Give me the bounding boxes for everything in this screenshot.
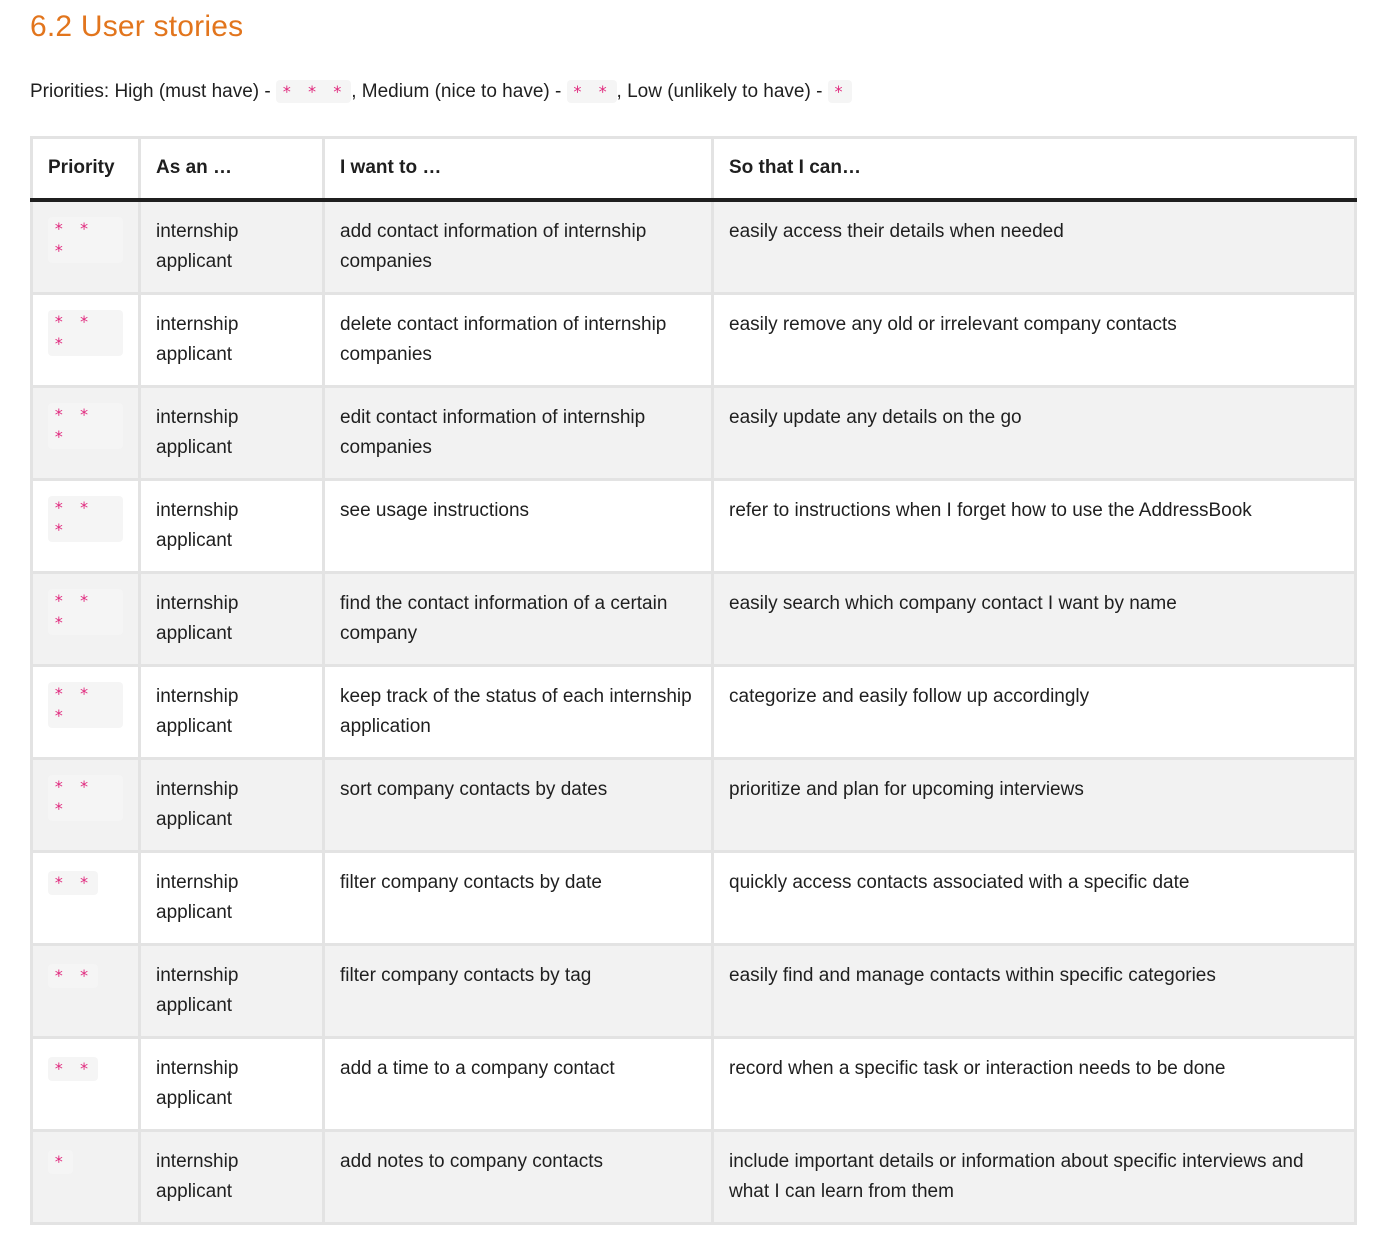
- priority-cell: [32, 386, 140, 479]
- benefit-cell: easily access their details when needed: [713, 200, 1356, 294]
- priority-cell: [32, 293, 140, 386]
- benefit-cell: easily remove any old or irrelevant company contacts: [713, 293, 1356, 386]
- table-row: [32, 572, 1356, 665]
- role-cell: internship applicant: [140, 665, 324, 758]
- want-cell: add a time to a company contact: [324, 1037, 713, 1130]
- want-cell: sort company contacts by dates: [324, 758, 713, 851]
- benefit-cell: easily update any details on the go: [713, 386, 1356, 479]
- table-row: [32, 386, 1356, 479]
- table-row: [32, 758, 1356, 851]
- role-cell: internship applicant: [140, 200, 324, 294]
- role-cell: internship applicant: [140, 1037, 324, 1130]
- priority-cell: [32, 572, 140, 665]
- priority-stars: * *: [48, 1057, 98, 1081]
- table-row: [32, 1130, 1356, 1223]
- want-cell: find the contact information of a certain company: [324, 572, 713, 665]
- priorities-prefix: Priorities: High (must have) -: [30, 81, 277, 102]
- high-priority-stars: * * *: [276, 80, 351, 103]
- priority-cell: [32, 1130, 140, 1223]
- priorities-medium-text: , Medium (nice to have) -: [351, 81, 567, 102]
- table-row: [32, 665, 1356, 758]
- role-cell: internship applicant: [140, 944, 324, 1037]
- benefit-cell: quickly access contacts associated with a specific date: [713, 851, 1356, 944]
- role-cell: internship applicant: [140, 572, 324, 665]
- benefit-cell: easily search which company contact I want by name: [713, 572, 1356, 665]
- want-cell: edit contact information of internship companies: [324, 386, 713, 479]
- table-row: [32, 293, 1356, 386]
- priority-stars: * * *: [48, 682, 123, 728]
- priority-stars: * * *: [48, 589, 123, 635]
- benefit-cell: prioritize and plan for upcoming interviews: [713, 758, 1356, 851]
- priority-stars: * *: [48, 964, 98, 988]
- user-stories-table: [30, 136, 1357, 1225]
- header-priority: Priority: [32, 138, 140, 200]
- header-role: As an …: [140, 138, 324, 200]
- low-priority-stars: *: [828, 80, 853, 103]
- table-row: [32, 1037, 1356, 1130]
- role-cell: internship applicant: [140, 851, 324, 944]
- priorities-low-text: , Low (unlikely to have) -: [616, 81, 828, 102]
- priority-stars: * * *: [48, 496, 123, 542]
- priority-stars: * * *: [48, 310, 123, 356]
- role-cell: internship applicant: [140, 479, 324, 572]
- header-want: I want to …: [324, 138, 713, 200]
- want-cell: filter company contacts by tag: [324, 944, 713, 1037]
- role-cell: internship applicant: [140, 1130, 324, 1223]
- priority-cell: [32, 944, 140, 1037]
- priority-cell: [32, 479, 140, 572]
- table-row: [32, 851, 1356, 944]
- want-cell: keep track of the status of each internship application: [324, 665, 713, 758]
- priority-cell: [32, 851, 140, 944]
- priority-cell: [32, 200, 140, 294]
- section-title: 6.2 User stories: [30, 10, 244, 43]
- priority-cell: [32, 665, 140, 758]
- priority-cell: [32, 758, 140, 851]
- want-cell: filter company contacts by date: [324, 851, 713, 944]
- benefit-cell: easily find and manage contacts within specific categories: [713, 944, 1356, 1037]
- priority-stars: * * *: [48, 775, 123, 821]
- priority-stars: * *: [48, 871, 98, 895]
- want-cell: delete contact information of internship companies: [324, 293, 713, 386]
- priority-cell: [32, 1037, 140, 1130]
- table-header-row: [32, 138, 1356, 200]
- priority-stars: * * *: [48, 217, 123, 263]
- table-row: [32, 944, 1356, 1037]
- want-cell: add contact information of internship companies: [324, 200, 713, 294]
- benefit-cell: record when a specific task or interaction needs to be done: [713, 1037, 1356, 1130]
- benefit-cell: refer to instructions when I forget how to use the AddressBook: [713, 479, 1356, 572]
- priorities-legend: [30, 78, 852, 106]
- priority-stars: * * *: [48, 403, 123, 449]
- role-cell: internship applicant: [140, 293, 324, 386]
- table-row: [32, 479, 1356, 572]
- header-benefit: So that I can…: [713, 138, 1356, 200]
- table-row: [32, 200, 1356, 294]
- want-cell: add notes to company contacts: [324, 1130, 713, 1223]
- medium-priority-stars: * *: [567, 80, 617, 103]
- role-cell: internship applicant: [140, 386, 324, 479]
- priority-stars: *: [48, 1150, 73, 1174]
- benefit-cell: include important details or information about specific interviews and what I can learn from them: [713, 1130, 1356, 1223]
- benefit-cell: categorize and easily follow up accordingly: [713, 665, 1356, 758]
- want-cell: see usage instructions: [324, 479, 713, 572]
- role-cell: internship applicant: [140, 758, 324, 851]
